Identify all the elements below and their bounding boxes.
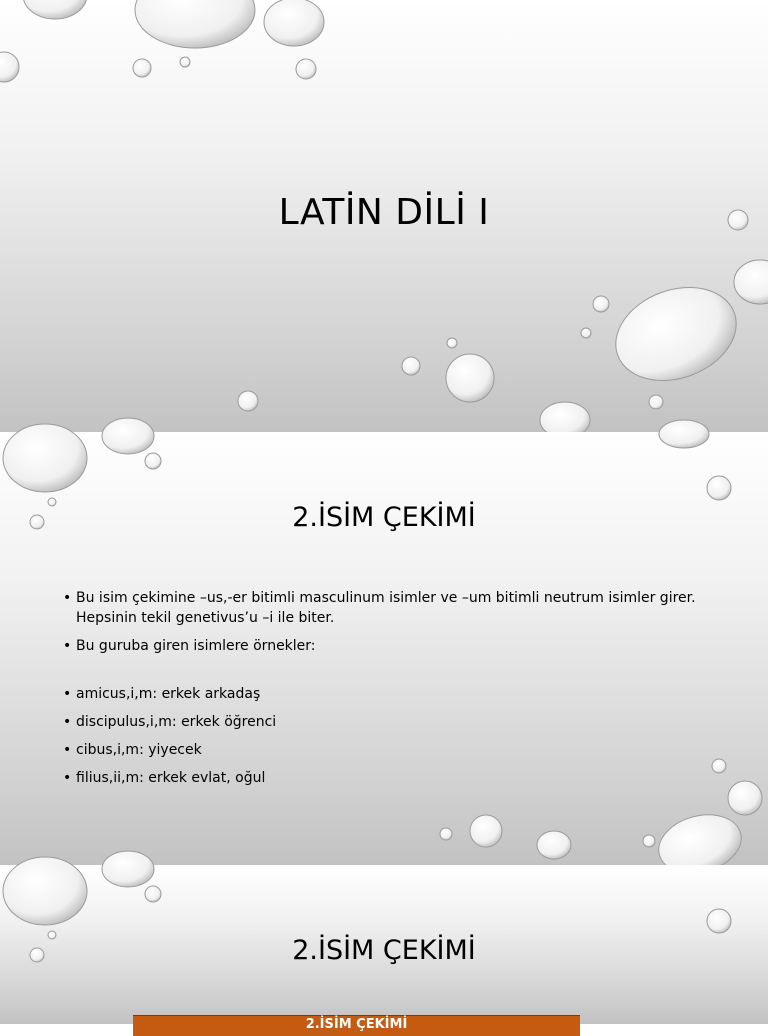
list-item: • filius,ii,m: erkek evlat, oğul [63,770,266,786]
bullet-list [63,588,703,796]
bullet-icon: • [63,770,72,786]
table-header: 2.İSİM ÇEKİMİ [133,1015,580,1036]
bullet-icon: • [63,714,72,730]
list-item: • Bu guruba giren isimlere örnekler: [63,638,316,654]
content-slide [0,432,768,865]
slide-title: 2.İSİM ÇEKİMİ [292,935,476,966]
bullet-icon: • [63,590,72,606]
list-item: • amicus,i,m: erkek arkadaş [63,686,261,702]
slide-title: 2.İSİM ÇEKİMİ [292,502,476,533]
bullet-icon: • [63,742,72,758]
bullet-icon: • [63,638,72,654]
title-slide [0,0,768,432]
bullet-icon: • [63,686,72,702]
table-slide [0,865,768,1032]
list-item: • cibus,i,m: yiyecek [63,742,202,758]
list-item: • Bu isim çekimine –us,-er bitimli masculinum isimler ve –um bitimli neutrum isimler girer. Hepsinin tekil genetivus’u –i ile biter. [63,590,696,626]
list-item: • discipulus,i,m: erkek öğrenci [63,714,277,730]
slide-title: LATİN DİLİ I [278,192,490,233]
